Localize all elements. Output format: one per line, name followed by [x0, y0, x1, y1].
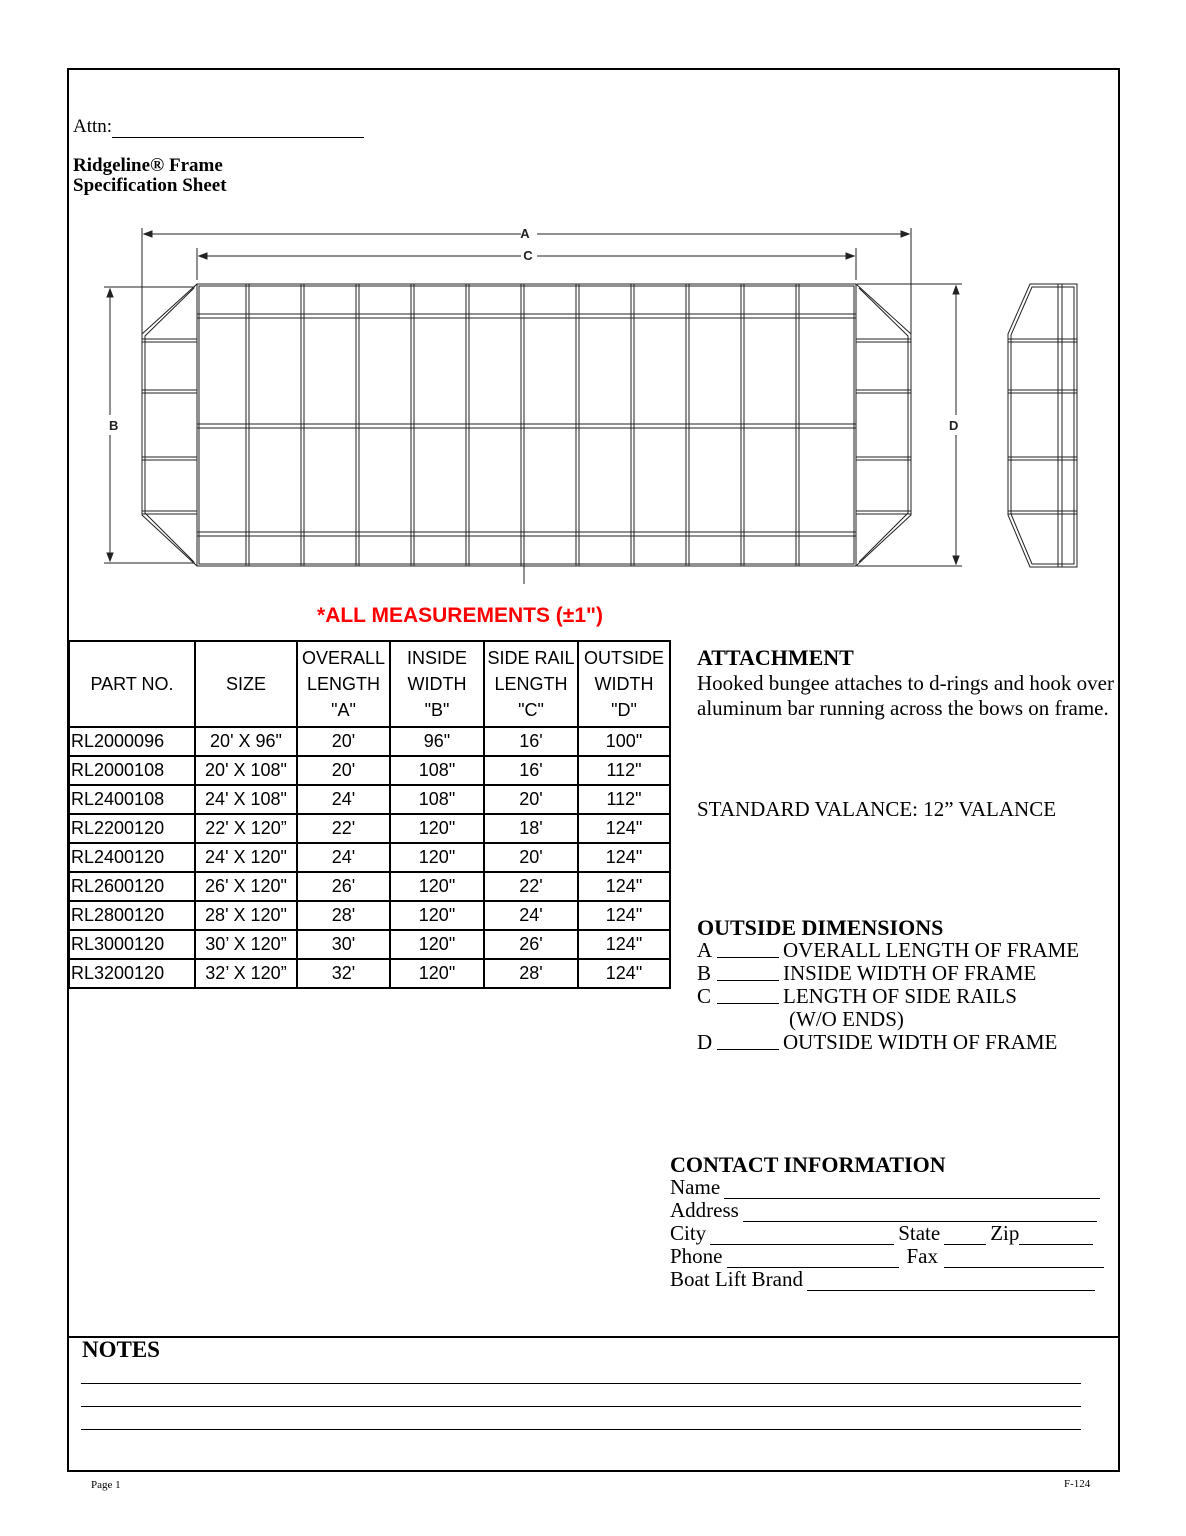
- document-title: [73, 156, 227, 196]
- table-cell: 124": [578, 901, 670, 930]
- frame-bows: [246, 284, 799, 566]
- contact-city-state-zip[interactable]: City State Zip: [670, 1222, 1106, 1245]
- table-header-row: [69, 641, 670, 727]
- label-c: C: [523, 248, 533, 263]
- table-cell: 120": [390, 814, 484, 843]
- contact-section: [670, 1153, 1106, 1291]
- title-line-1: Ridgeline® Frame: [73, 155, 223, 176]
- header-text: SIZE: [225, 674, 266, 694]
- table-cell: 120": [390, 843, 484, 872]
- notes-line[interactable]: [81, 1429, 1081, 1430]
- table-cell: 30': [297, 930, 390, 959]
- header-overall-length: [297, 641, 390, 727]
- address-line[interactable]: [743, 1204, 1097, 1222]
- table-cell: 112": [578, 785, 670, 814]
- table-cell: 32’ X 120”: [195, 959, 297, 988]
- table-cell: 18': [484, 814, 578, 843]
- table-cell: 28': [484, 959, 578, 988]
- header-text: OVERALL: [301, 648, 386, 668]
- table-cell: 20' X 108": [195, 756, 297, 785]
- table-cell: 20': [297, 756, 390, 785]
- page-number: Page 1: [91, 1479, 121, 1491]
- header-text: LENGTH: [306, 674, 380, 694]
- table-cell: 24' X 120": [195, 843, 297, 872]
- outside-dimensions-section: [697, 916, 1127, 1054]
- header-text: "D": [611, 700, 637, 720]
- table-cell: 26' X 120": [195, 872, 297, 901]
- table-row: [69, 814, 670, 843]
- table-row: [69, 872, 670, 901]
- table-cell: RL3000120: [69, 930, 195, 959]
- attn-field[interactable]: [73, 116, 364, 138]
- dimension-item-a[interactable]: A OVERALL LENGTH OF FRAME: [697, 938, 1080, 962]
- dimension-c-blank[interactable]: [717, 985, 779, 1004]
- table-row: [69, 756, 670, 785]
- table-cell: 24': [484, 901, 578, 930]
- table-row: [69, 785, 670, 814]
- state-line[interactable]: [944, 1227, 986, 1245]
- header-text: OUTSIDE: [583, 648, 664, 668]
- table-cell: 124": [578, 930, 670, 959]
- header-text: "C": [518, 700, 544, 720]
- table-cell: 124": [578, 959, 670, 988]
- label-a: A: [520, 226, 530, 241]
- table-cell: 28' X 120": [195, 901, 297, 930]
- table-cell: 20': [484, 785, 578, 814]
- frame-plan-view: [142, 284, 911, 566]
- table-row: [69, 727, 670, 756]
- table-cell: 28': [297, 901, 390, 930]
- header-text: WIDTH: [407, 674, 467, 694]
- table-cell: RL2600120: [69, 872, 195, 901]
- dimension-d: [857, 284, 962, 566]
- header-part-no: [69, 641, 195, 727]
- header-text: "B": [424, 700, 450, 720]
- table-cell: 24': [297, 785, 390, 814]
- zip-line[interactable]: [1019, 1227, 1093, 1245]
- table-cell: RL2000108: [69, 756, 195, 785]
- table-cell: RL2200120: [69, 814, 195, 843]
- table-cell: 16': [484, 756, 578, 785]
- header-inside-width: [390, 641, 484, 727]
- table-cell: 124": [578, 843, 670, 872]
- table-cell: 32': [297, 959, 390, 988]
- table-cell: 108": [390, 785, 484, 814]
- contact-address-field[interactable]: Address: [670, 1199, 1106, 1222]
- table-row: [69, 901, 670, 930]
- header-text: LENGTH: [494, 674, 568, 694]
- contact-name-field[interactable]: Name: [670, 1176, 1106, 1199]
- header-text: SIDE RAIL: [487, 648, 575, 668]
- table-cell: 96": [390, 727, 484, 756]
- frame-side-view: [1008, 284, 1077, 567]
- header-size: [195, 641, 297, 727]
- left-end-section: [142, 284, 197, 566]
- header-text: INSIDE: [406, 648, 467, 668]
- dimension-item-c[interactable]: C LENGTH OF SIDE RAILS: [697, 984, 1017, 1008]
- dimension-item-d[interactable]: D OUTSIDE WIDTH OF FRAME: [697, 1030, 1058, 1054]
- brand-line[interactable]: [807, 1273, 1095, 1291]
- table-cell: 108": [390, 756, 484, 785]
- notes-line[interactable]: [81, 1406, 1081, 1407]
- table-row: [69, 959, 670, 988]
- dimension-d-blank[interactable]: [717, 1031, 779, 1050]
- table-cell: 16': [484, 727, 578, 756]
- phone-line[interactable]: [727, 1250, 899, 1268]
- attn-line[interactable]: [112, 120, 364, 138]
- right-end-section: [856, 284, 911, 566]
- table-cell: 120": [390, 901, 484, 930]
- frame-diagram: [100, 222, 1085, 587]
- header-side-rail-length: [484, 641, 578, 727]
- outside-dimensions-heading: OUTSIDE DIMENSIONS: [697, 915, 944, 940]
- table-cell: 120": [390, 872, 484, 901]
- table-cell: 120": [390, 930, 484, 959]
- city-line[interactable]: [710, 1227, 894, 1245]
- dimension-b-blank[interactable]: [717, 962, 779, 981]
- notes-line[interactable]: [81, 1383, 1081, 1384]
- fax-line[interactable]: [944, 1250, 1104, 1268]
- table-cell: RL2400120: [69, 843, 195, 872]
- table-cell: 20' X 96": [195, 727, 297, 756]
- header-text: PART NO.: [90, 674, 174, 694]
- table-cell: 124": [578, 872, 670, 901]
- table-cell: RL2400108: [69, 785, 195, 814]
- notes-heading: NOTES: [82, 1337, 160, 1362]
- table-cell: 100": [578, 727, 670, 756]
- dimension-item-b[interactable]: B INSIDE WIDTH OF FRAME: [697, 961, 1037, 985]
- table-cell: 112": [578, 756, 670, 785]
- spec-table: [68, 640, 671, 989]
- table-cell: 22': [297, 814, 390, 843]
- attachment-heading: ATTACHMENT: [697, 645, 854, 670]
- table-cell: 24' X 108": [195, 785, 297, 814]
- table-cell: 26': [484, 930, 578, 959]
- header-text: "A": [331, 700, 356, 720]
- header-text: WIDTH: [594, 674, 654, 694]
- table-cell: 30’ X 120”: [195, 930, 297, 959]
- table-cell: 22': [484, 872, 578, 901]
- table-cell: 26': [297, 872, 390, 901]
- name-line[interactable]: [724, 1181, 1100, 1199]
- contact-phone-fax[interactable]: Phone Fax: [670, 1245, 1106, 1268]
- table-row: [69, 843, 670, 872]
- table-cell: RL3200120: [69, 959, 195, 988]
- attachment-section: [697, 645, 1127, 721]
- notes-divider: [67, 1336, 1120, 1338]
- contact-boat-lift-brand[interactable]: Boat Lift Brand: [670, 1268, 1106, 1291]
- dimension-c-note: (W/O ENDS): [789, 1007, 904, 1031]
- contact-heading: CONTACT INFORMATION: [670, 1152, 946, 1177]
- label-b: B: [109, 418, 119, 433]
- dimension-a-blank[interactable]: [717, 939, 779, 958]
- measurement-note: *ALL MEASUREMENTS (±1"): [317, 604, 603, 627]
- label-d: D: [949, 418, 959, 433]
- title-line-2: Specification Sheet: [73, 175, 227, 196]
- table-row: [69, 930, 670, 959]
- table-cell: 124": [578, 814, 670, 843]
- table-cell: RL2000096: [69, 727, 195, 756]
- table-cell: 22' X 120”: [195, 814, 297, 843]
- standard-valance: STANDARD VALANCE: 12” VALANCE: [697, 797, 1057, 821]
- attn-label: Attn:: [73, 116, 113, 137]
- table-cell: 20': [484, 843, 578, 872]
- table-cell: 24': [297, 843, 390, 872]
- table-cell: RL2800120: [69, 901, 195, 930]
- table-cell: 120": [390, 959, 484, 988]
- attachment-text: Hooked bungee attaches to d-rings and hook over aluminum bar running across the bows on frame.: [697, 671, 1114, 720]
- form-number: F-124: [1064, 1478, 1091, 1490]
- header-outside-width: [578, 641, 670, 727]
- table-cell: 20': [297, 727, 390, 756]
